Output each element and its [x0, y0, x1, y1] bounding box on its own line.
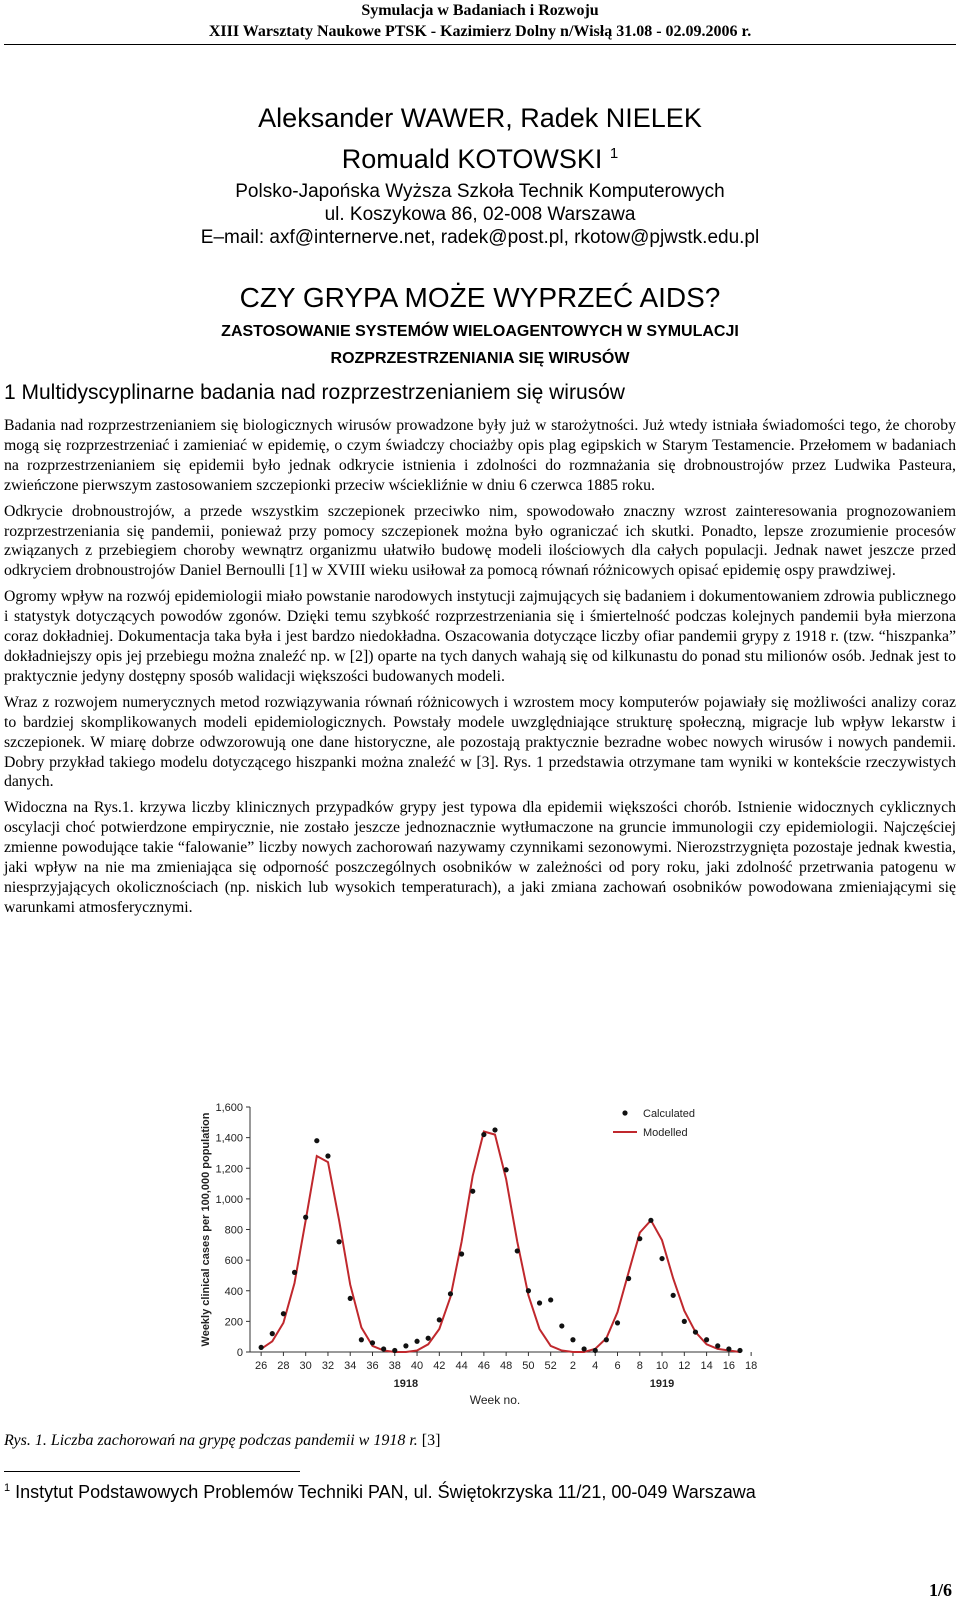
calculated-point — [281, 1311, 286, 1316]
calculated-point — [403, 1343, 408, 1348]
calculated-point — [325, 1153, 330, 1158]
x-tick-label: 32 — [321, 1360, 335, 1372]
calculated-point — [492, 1127, 497, 1132]
header-line-1: Symulacja w Badaniach i Rozwoju — [361, 2, 599, 19]
x-tick-label: 28 — [277, 1360, 290, 1372]
paper-subtitle — [0, 318, 960, 372]
footnote — [4, 1482, 756, 1503]
subtitle-line-2: ROZPRZESTRZENIANIA SIĘ WIRUSÓW — [330, 350, 630, 367]
footnote-mark: 1 — [609, 145, 619, 162]
calculated-point — [537, 1300, 542, 1305]
y-tick-label: 600 — [224, 1255, 243, 1268]
calculated-point — [459, 1251, 464, 1256]
calculated-point — [637, 1236, 642, 1241]
calculated-point — [414, 1339, 419, 1344]
calculated-point — [604, 1337, 609, 1342]
paper-title: CZY GRYPA MOŻE WYPRZEĆ AIDS? — [239, 282, 721, 313]
y-tick-label: 1,400 — [215, 1132, 243, 1145]
x-tick-label: 8 — [636, 1360, 643, 1372]
x-axis-label: Week no. — [469, 1393, 521, 1407]
calculated-point — [348, 1296, 353, 1301]
header-rule — [4, 44, 956, 45]
calculated-point — [504, 1167, 509, 1172]
calculated-point — [526, 1288, 531, 1293]
x-tick-label: 2 — [569, 1360, 577, 1372]
y-tick-label: 0 — [236, 1347, 243, 1359]
page-number: 1/6 — [928, 1580, 952, 1600]
calculated-point — [336, 1239, 341, 1244]
calculated-point — [426, 1336, 431, 1341]
header-line-2: XIII Warsztaty Naukowe PTSK - Kazimierz Dolny n/Wisłą 31.08 - 02.09.2006 r. — [208, 23, 752, 40]
calculated-point — [693, 1329, 698, 1334]
calculated-point — [737, 1348, 742, 1353]
affiliation-line-1: Polsko-Japońska Wyższa Szkoła Technik Komputerowych — [235, 181, 725, 202]
legend-label-modelled: Modelled — [643, 1127, 688, 1139]
calculated-point — [314, 1138, 319, 1143]
calculated-point — [682, 1319, 687, 1324]
caption-text: Rys. 1. Liczba zachorowań na grypę podczas pandemii w 1918 r. — [4, 1432, 418, 1449]
x-tick-label: 4 — [592, 1360, 599, 1372]
authors — [0, 101, 960, 177]
calculated-point — [715, 1343, 720, 1348]
calculated-point — [292, 1270, 297, 1275]
calculated-point — [470, 1189, 475, 1194]
x-tick-label: 14 — [700, 1360, 713, 1372]
affiliation — [0, 180, 960, 249]
x-tick-label: 44 — [455, 1360, 468, 1372]
calculated-point — [481, 1132, 486, 1137]
x-tick-label: 10 — [655, 1360, 669, 1372]
paragraph: Badania nad rozprzestrzenianiem się biologicznych wirusów prowadzone były już w starożytności. Już wtedy istniała świadomości tego, że choroby mogą się rozprzestrzeniać i zamieniać w epidemię, o czym świadczy chociażby opis plag egipskich w Starym Testamencie. Przełomem w badaniach na rozprzestrzenianiem się epidemii było jednak odkrycie istnienia i zdolności do rozmnażania się drobnoustrojów przez Ludwika Pasteura, zwieńczone pierwszym zastosowaniem szczepionki przeciw wściekliźnie w dniu 6 czerwca 1885 roku. — [4, 417, 956, 494]
subtitle-line-1: ZASTOSOWANIE SYSTEMÓW WIELOAGENTOWYCH W SYMULACJI — [221, 323, 739, 340]
calculated-point — [615, 1320, 620, 1325]
x-tick-label: 30 — [299, 1360, 312, 1372]
section-heading: 1 Multidyscyplinarne badania nad rozprzestrzenianiem się wirusów — [4, 381, 625, 404]
calculated-point — [259, 1345, 264, 1350]
y-tick-label: 800 — [224, 1224, 243, 1237]
modelled-line — [261, 1132, 740, 1353]
x-tick-label: 52 — [544, 1360, 557, 1372]
y-tick-label: 1,600 — [215, 1102, 243, 1114]
x-tick-label: 6 — [614, 1360, 621, 1372]
calculated-point — [704, 1337, 709, 1342]
legend-label-calculated: Calculated — [643, 1108, 695, 1120]
footnote-number: 1 — [4, 1482, 11, 1494]
paragraph: Wraz z rozwojem numerycznych metod rozwiązywania równań różnicowych i wzrostem mocy komputerów pojawiały się możliwości analizy coraz to bardziej skomplikowanych modeli epidemiologicznych. Powstały modele uwzględniające strukturę społeczną, migracje lub wpływ lekarstw i szczepionek. W miarę dobrze odwzorowują one dane historyczne, ale pozostają praktycznie bezradne wobec nowych wirusów i nowych pandemii. Dobry przykład takiego modelu dotyczącego hiszpanki można znaleźć w [3]. Rys. 1 przedstawia otrzymane tam wyniki w kontekście rzeczywistych danych. — [4, 693, 956, 791]
paragraph: Widoczna na Rys.1. krzywa liczby klinicznych przypadków grypy jest typowa dla epidemii większości chorób. Istnienie widocznych cyklicznych oscylacji choć potwierdzone empirycznie, nie zostało jeszcze jednoznacznie wytłumaczone na gruncie immunologii czy epidemiologii. Najczęściej zmienne powodujące takie “falowanie” liczby nowych zachorowań nazywamy czynnikami sezonowymi. Nierozstrzygnięta pozostaje jednak kwestia, jaki wpływ na nie ma zmieniająca się odporność poszczególnych osobników w zależności od pory roku, jaki zdolność przetrwania patogenu w niesprzyjających okolicznościach (np. niskich lub wysokich temperaturach), a jaki zmiana zachowań osobników powodowana zmieniającymi się warunkami atmosferycznymi. — [4, 799, 956, 916]
author-kotowski: Romuald KOTOWSKI — [341, 144, 603, 174]
calculated-point — [570, 1337, 575, 1342]
calculated-point — [648, 1218, 653, 1223]
paragraph: Ogromy wpływ na rozwój epidemiologii miało powstanie narodowych instytucji zajmujących się badaniem i dokumentowaniem zdrowia publicznego i statystyk dotyczących powodów zgonów. Dzięki temu szybkość rozprzestrzeniania się i śmiertelność podczas kolejnych pandemii była mierzona coraz dokładniej. Dokumentacja taka była i jest bardzo niedokładna. Oszacowania dotyczące liczby ofiar pandemii grypy z 1918 r. (tzw. “hiszpanka” dokładniejszy opis jej przebiegu można znaleźć np. w [2]) oparte na tych danych wahają się od kilkunastu do ponad stu milionów osób. Jednak jest to praktycznie jedyny dostępny sposób walidacji większości budowanych modeli. — [4, 588, 956, 685]
x-tick-label: 18 — [745, 1360, 758, 1372]
caption-ref: [3] — [417, 1432, 441, 1449]
y-tick-label: 1,000 — [215, 1193, 243, 1206]
footnote-rule — [4, 1471, 300, 1472]
calculated-point — [726, 1346, 731, 1351]
y-tick-label: 200 — [224, 1316, 243, 1329]
calculated-point — [392, 1348, 397, 1353]
calculated-point — [370, 1340, 375, 1345]
x-tick-label: 48 — [500, 1360, 513, 1372]
calculated-point — [581, 1346, 586, 1351]
legend-marker-calculated — [622, 1110, 627, 1115]
body-text — [4, 416, 956, 924]
running-header — [0, 0, 960, 42]
y-tick-label: 1,200 — [215, 1163, 243, 1176]
affiliation-line-2: ul. Koszykowa 86, 02-008 Warszawa — [324, 204, 636, 225]
calculated-point — [659, 1256, 664, 1261]
calculated-point — [437, 1317, 442, 1322]
calculated-point — [381, 1346, 386, 1351]
calculated-point — [359, 1337, 364, 1342]
year-label: 1919 — [649, 1378, 675, 1390]
calculated-point — [671, 1293, 676, 1298]
affiliation-email: E–mail: axf@internerve.net, radek@post.pl, rkotow@pjwstk.edu.pl — [200, 227, 760, 248]
flu-pandemic-chart — [195, 1097, 758, 1417]
x-tick-label: 34 — [344, 1360, 357, 1372]
x-tick-label: 12 — [678, 1360, 691, 1372]
authors-line-2 — [0, 136, 960, 177]
x-tick-label: 36 — [366, 1360, 379, 1372]
calculated-point — [515, 1248, 520, 1253]
y-axis-label: Weekly clinical cases per 100,000 population — [200, 1112, 212, 1347]
x-tick-label: 26 — [255, 1360, 268, 1372]
x-tick-label: 40 — [410, 1360, 424, 1372]
calculated-point — [626, 1276, 631, 1281]
x-tick-label: 50 — [522, 1360, 535, 1372]
x-tick-label: 46 — [477, 1360, 490, 1372]
x-tick-label: 16 — [722, 1360, 735, 1372]
calculated-point — [593, 1348, 598, 1353]
year-label: 1918 — [393, 1378, 419, 1390]
y-tick-label: 400 — [224, 1285, 243, 1298]
figure-caption — [4, 1432, 440, 1450]
authors-line-1: Aleksander WAWER, Radek NIELEK — [258, 103, 702, 133]
calculated-point — [303, 1215, 308, 1220]
calculated-point — [270, 1331, 275, 1336]
x-tick-label: 38 — [388, 1360, 401, 1372]
calculated-point — [559, 1323, 564, 1328]
x-tick-label: 42 — [433, 1360, 446, 1372]
footnote-text: Instytut Podstawowych Problemów Techniki PAN, ul. Świętokrzyska 11/21, 00-049 Warszawa — [10, 1482, 756, 1502]
calculated-point — [448, 1291, 453, 1296]
paragraph: Odkrycie drobnoustrojów, a przede wszystkim szczepionek przeciwko nim, spowodowało znaczny wzrost zainteresowania prognozowaniem rozprzestrzeniania się pandemii, ponieważ przy pomocy szczepionek można było ograniczać ich skutki. Ponadto, lepsze zrozumienie procesów związanych z przebiegiem choroby wewnątrz organizmu ułatwiło budowę modeli ilościowych dla całych populacji. Jednak nawet jeszcze przed odkryciem drobnoustrojów Daniel Bernoulli [1] w XVIII wieku usiłował za pomocą równań różnicowych opisać epidemię ospy prawdziwej. — [4, 502, 956, 580]
calculated-point — [548, 1297, 553, 1302]
